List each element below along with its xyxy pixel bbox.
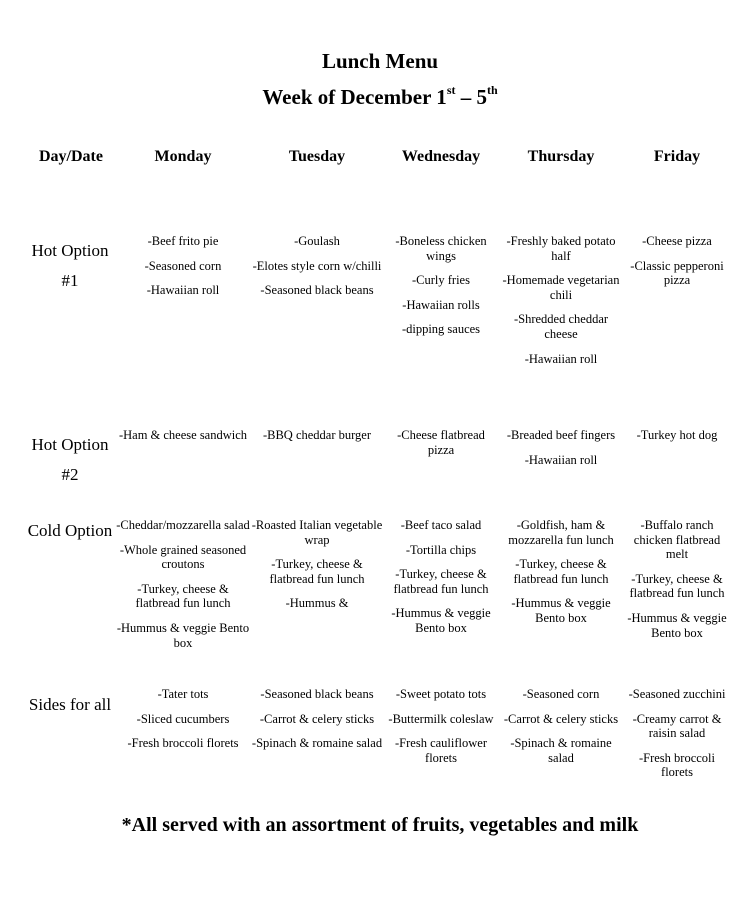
footer-note: *All served with an assortment of fruits, vegetables and milk [121, 814, 639, 836]
menu-item: -Goulash [294, 234, 340, 248]
menu-item: -Spinach & romaine salad [510, 736, 612, 765]
row-label-line: Hot Option [31, 241, 109, 260]
menu-item: -Turkey, cheese & flatbread fun lunch [393, 567, 489, 596]
menu-item: -Seasoned black beans [260, 283, 374, 298]
menu-title: Lunch Menu [321, 49, 439, 73]
menu-item: -Fresh cauliflower florets [395, 736, 487, 765]
menu-cell-cold-option-friday [622, 518, 732, 650]
row-label-cold-option: Cold Option [27, 521, 113, 540]
menu-item: -Fresh broccoli florets [127, 736, 239, 751]
menu-item: -Seasoned zucchini [628, 687, 726, 701]
menu-item: -Homemade vegetarian chili [502, 273, 620, 302]
week-subtitle-mid: – 5 [455, 85, 487, 109]
row-label-line: #2 [61, 465, 79, 484]
menu-item: -Hawaiian roll [524, 351, 598, 366]
row-label-hot-option-1 [12, 236, 128, 296]
menu-cell-hot-option-2-wednesday [386, 428, 496, 467]
column-header-tuesday: Tuesday [288, 148, 346, 165]
menu-cell-sides-for-all-thursday [499, 687, 623, 775]
menu-item: -Ham & cheese sandwich [118, 428, 248, 442]
week-subtitle-prefix: Week of December 1 [262, 85, 447, 109]
menu-item: -Beef frito pie [147, 234, 219, 248]
menu-item: -Buttermilk coleslaw [388, 711, 494, 726]
menu-item: -Sliced cucumbers [136, 711, 230, 726]
menu-item: -Cheddar/mozzarella salad [116, 518, 250, 532]
menu-item: -Freshly baked potato half [506, 234, 616, 263]
menu-item: -Hummus & veggie Bento box [511, 596, 611, 625]
menu-item: -Curly fries [412, 273, 470, 288]
menu-cell-cold-option-tuesday [250, 518, 384, 621]
menu-item: -Carrot & celery sticks [259, 711, 375, 726]
menu-item: -Seasoned black beans [260, 687, 374, 701]
menu-cell-cold-option-wednesday [386, 518, 496, 646]
menu-item: -Buffalo ranch chicken flatbread melt [633, 518, 721, 562]
menu-cell-sides-for-all-wednesday [386, 687, 496, 775]
menu-item: -Tater tots [157, 687, 209, 701]
menu-item: -Hawaiian roll [524, 452, 598, 467]
menu-item: -Turkey, cheese & flatbread fun lunch [135, 581, 231, 611]
menu-item: -Creamy carrot & raisin salad [632, 711, 722, 741]
row-label-line: Hot Option [31, 435, 109, 454]
menu-item: -Cheese pizza [642, 234, 712, 248]
column-header-wednesday: Wednesday [401, 148, 481, 165]
column-header-day-date: Day/Date [39, 148, 103, 165]
row-label-hot-option-2 [12, 430, 128, 490]
menu-item: -Sweet potato tots [395, 687, 487, 701]
row-label-sides-for-all: Sides for all [28, 695, 112, 714]
menu-cell-hot-option-2-friday [622, 428, 732, 453]
menu-cell-hot-option-2-tuesday [250, 428, 384, 453]
menu-item: -BBQ cheddar burger [262, 428, 372, 442]
column-header-monday: Monday [154, 148, 212, 165]
menu-item: -Boneless chicken wings [395, 234, 487, 263]
menu-cell-sides-for-all-tuesday [250, 687, 384, 761]
menu-item: -Hawaiian rolls [402, 297, 480, 312]
menu-item: -Fresh broccoli florets [638, 750, 716, 780]
menu-item: -Elotes style corn w/chilli [252, 258, 382, 273]
menu-item: -Hummus & veggie Bento box [391, 606, 491, 635]
column-header-thursday: Thursday [527, 148, 595, 165]
menu-item: -Tortilla chips [405, 542, 477, 557]
menu-item: -Carrot & celery sticks [503, 711, 619, 726]
menu-item: -Hummus & veggie Bento box [116, 620, 250, 650]
menu-item: -Beef taco salad [400, 518, 482, 532]
menu-item: -Turkey, cheese & flatbread fun lunch [629, 571, 725, 601]
menu-item: -Hawaiian roll [146, 283, 220, 298]
menu-cell-sides-for-all-friday [622, 687, 732, 790]
menu-cell-hot-option-1-tuesday [250, 234, 384, 308]
menu-item: -dipping sauces [401, 322, 481, 337]
menu-cell-hot-option-1-friday [622, 234, 732, 298]
menu-item: -Roasted Italian vegetable wrap [251, 518, 383, 547]
menu-item: -Shredded cheddar cheese [513, 312, 609, 341]
menu-cell-hot-option-1-thursday [499, 234, 623, 376]
menu-cell-hot-option-1-monday [115, 234, 251, 308]
menu-item: -Spinach & romaine salad [251, 736, 383, 751]
menu-cell-hot-option-1-wednesday [386, 234, 496, 347]
menu-cell-hot-option-2-thursday [499, 428, 623, 477]
menu-item: -Hummus & [285, 596, 349, 611]
menu-item: -Breaded beef fingers [506, 428, 616, 442]
week-end-ordinal: th [486, 83, 498, 97]
week-subtitle [0, 84, 750, 110]
menu-cell-cold-option-thursday [499, 518, 623, 636]
menu-cell-cold-option-monday [115, 518, 251, 660]
week-start-ordinal: st [446, 83, 456, 97]
menu-item: -Seasoned corn [144, 258, 222, 273]
menu-cell-sides-for-all-monday [115, 687, 251, 761]
column-header-friday: Friday [653, 148, 701, 165]
menu-item: -Hummus & veggie Bento box [627, 610, 727, 640]
menu-item: -Whole grained seasoned croutons [119, 542, 247, 572]
menu-item: -Goldfish, ham & mozzarella fun lunch [508, 518, 614, 547]
menu-item: -Turkey hot dog [636, 428, 718, 442]
menu-item: -Turkey, cheese & flatbread fun lunch [513, 557, 609, 586]
menu-item: -Classic pepperoni pizza [630, 258, 724, 288]
menu-item: -Cheese flatbread pizza [397, 428, 485, 457]
row-label-line: #1 [61, 271, 79, 290]
menu-cell-hot-option-2-monday [115, 428, 251, 453]
menu-item: -Seasoned corn [522, 687, 600, 701]
menu-item: -Turkey, cheese & flatbread fun lunch [269, 557, 365, 586]
